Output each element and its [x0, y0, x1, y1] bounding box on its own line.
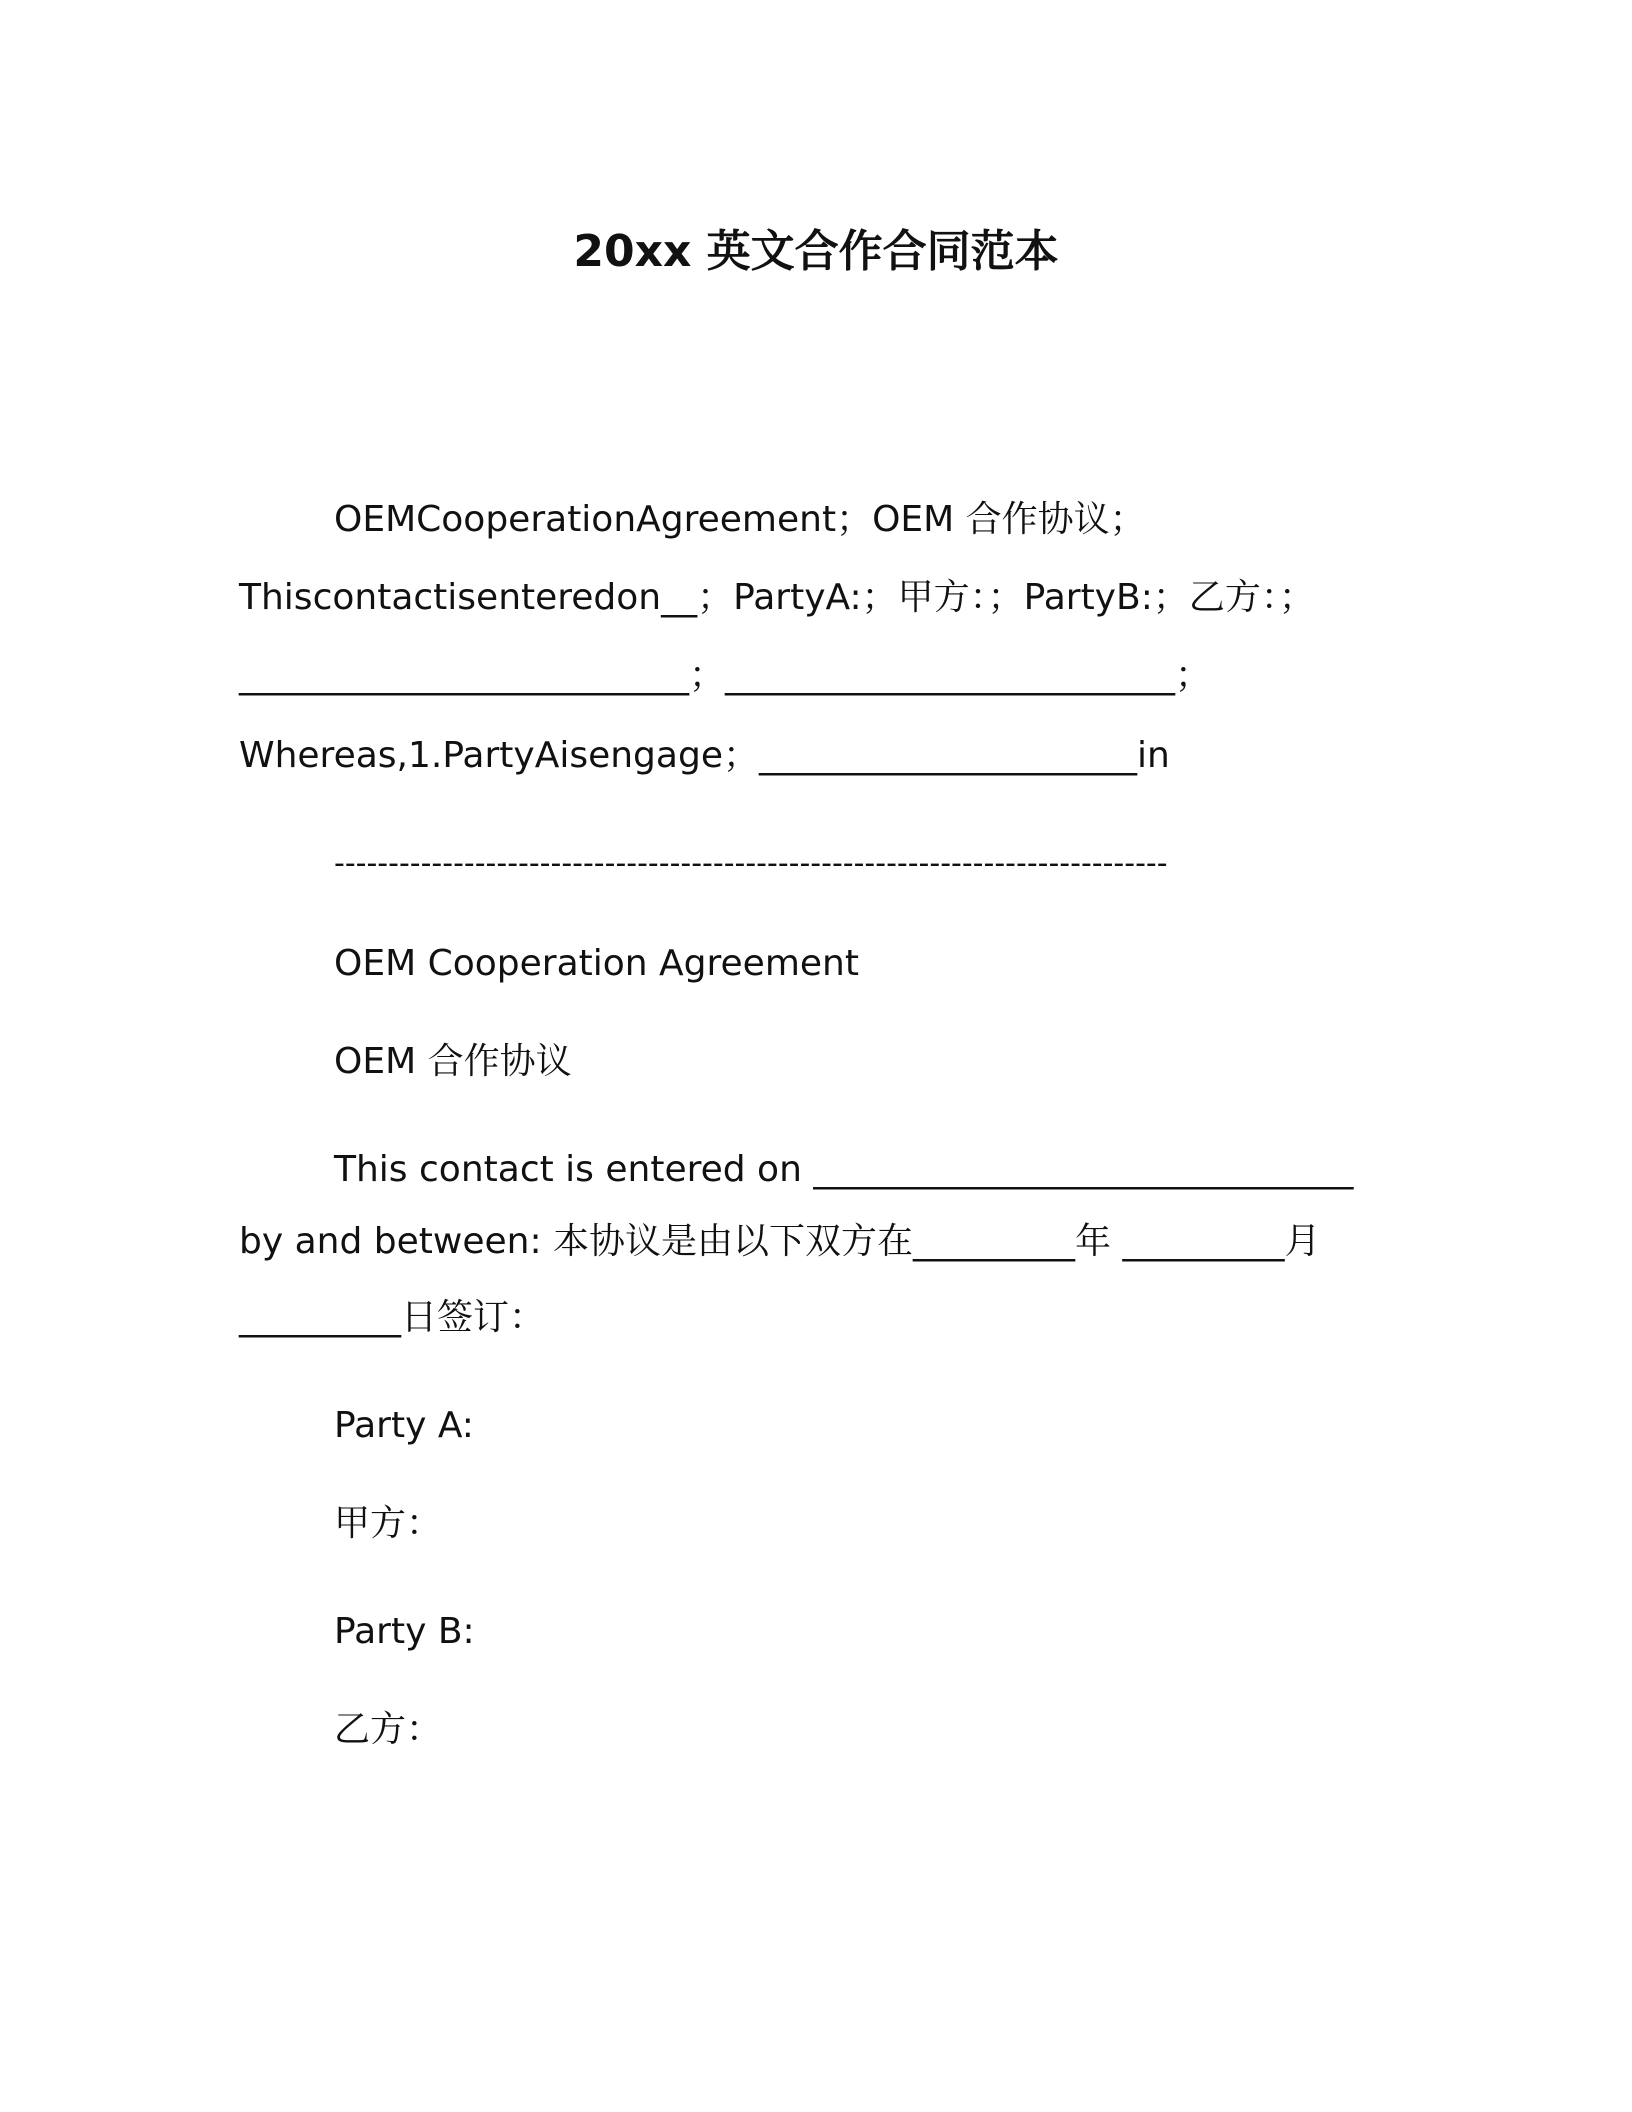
- document-title: 20xx 英文合作合同范本: [573, 226, 1059, 277]
- separator-line: -----------------------------------------------------------------------------: [334, 846, 1168, 881]
- party-b-label-cn: 乙方：: [334, 1709, 443, 1750]
- contact-line-2: by and between: 本协议是由以下双方在_________年 _________月: [239, 1221, 1321, 1262]
- party-a-label-cn: 甲方：: [334, 1503, 443, 1544]
- party-b-label-en: Party B:: [334, 1611, 475, 1652]
- party-a-label-en: Party A:: [334, 1405, 474, 1446]
- heading-english: OEM Cooperation Agreement: [334, 943, 859, 984]
- contact-line-1: This contact is entered on ______________________________: [334, 1149, 1354, 1190]
- contact-line-3: _________日签订：: [239, 1297, 546, 1338]
- summary-line-3: _________________________；_________________________；: [239, 655, 1211, 696]
- heading-chinese: OEM 合作协议: [334, 1041, 572, 1082]
- summary-line-2: Thiscontactisenteredon__；PartyA:；甲方：；PartyB:；乙方：；: [239, 577, 1315, 618]
- summary-line-4: Whereas,1.PartyAisengage；_____________________in: [239, 735, 1170, 776]
- summary-line-1: OEMCooperationAgreement；OEM 合作协议；: [334, 499, 1146, 540]
